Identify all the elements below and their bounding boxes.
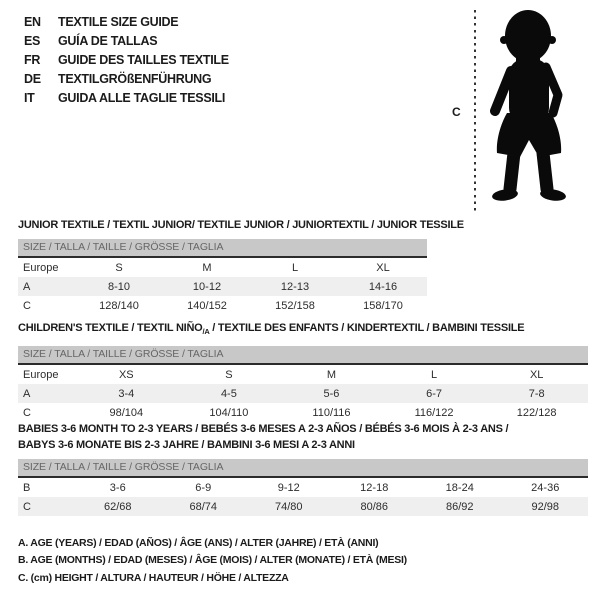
row-label: C bbox=[23, 500, 31, 513]
size-header-bar: SIZE / TALLA / TAILLE / GRÖSSE / TAGLIA bbox=[18, 459, 588, 478]
cell: 8-10 bbox=[107, 280, 131, 293]
cell: 110/116 bbox=[312, 406, 351, 419]
footnote-legend bbox=[18, 537, 407, 589]
cell: 140/152 bbox=[187, 299, 227, 312]
row-label: C bbox=[23, 299, 31, 312]
cell: XS bbox=[118, 368, 134, 381]
row-label: A bbox=[23, 280, 31, 293]
footnote-age-years: A. AGE (YEARS) / EDAD (AÑOS) / ÂGE (ANS) / ALTER (JAHRE) / ETÀ (ANNI) bbox=[18, 537, 379, 549]
cell: 10-12 bbox=[192, 280, 222, 293]
cell: 158/170 bbox=[363, 299, 403, 312]
cell: 92/98 bbox=[531, 500, 560, 513]
babies-size-table bbox=[18, 459, 588, 516]
section-title-text: CHILDREN'S TEXTILE / TEXTIL NIÑO bbox=[18, 322, 203, 334]
language-title: GUIDA ALLE TAGLIE TESSILI bbox=[58, 90, 226, 105]
junior-size-table bbox=[18, 239, 427, 315]
language-row bbox=[24, 50, 229, 69]
size-header-bar: SIZE / TALLA / TAILLE / GRÖSSE / TAGLIA bbox=[18, 346, 588, 365]
language-code: EN bbox=[24, 14, 41, 29]
cell: XL bbox=[376, 261, 390, 274]
cell: 7-8 bbox=[528, 387, 545, 400]
language-code: ES bbox=[24, 33, 41, 48]
cell: 74/80 bbox=[274, 500, 303, 513]
row-label: A bbox=[23, 387, 31, 400]
cell: 24-36 bbox=[531, 481, 560, 494]
cell: L bbox=[291, 261, 299, 274]
section-title-subscript: /A bbox=[202, 327, 210, 337]
footnote-height: C. (cm) HEIGHT / ALTURA / HAUTEUR / HÖHE / ALTEZZA bbox=[18, 571, 289, 584]
cell: 9-12 bbox=[277, 481, 300, 494]
cell: 6-7 bbox=[426, 387, 443, 400]
language-code: DE bbox=[24, 71, 41, 86]
baby-silhouette bbox=[483, 8, 573, 210]
table-row bbox=[18, 497, 588, 516]
language-header bbox=[24, 12, 229, 107]
section-title-text: / TEXTILE DES ENFANTS / KINDERTEXTIL / BAMBINI TESSILE bbox=[209, 322, 525, 334]
cell: 68/74 bbox=[189, 500, 218, 513]
cell: 14-16 bbox=[368, 280, 398, 293]
cell: 18-24 bbox=[445, 481, 474, 494]
cell: L bbox=[431, 368, 438, 381]
cell: XL bbox=[529, 368, 544, 381]
table-row bbox=[18, 277, 427, 296]
section-title-children bbox=[18, 320, 524, 340]
section-title-babies bbox=[18, 421, 508, 453]
language-row bbox=[24, 69, 229, 88]
language-code: FR bbox=[24, 52, 41, 67]
cell: 3-6 bbox=[109, 481, 126, 494]
table-row bbox=[18, 478, 588, 497]
cell: 12-13 bbox=[280, 280, 310, 293]
size-header-bar: SIZE / TALLA / TAILLE / GRÖSSE / TAGLIA bbox=[18, 239, 427, 258]
language-row bbox=[24, 88, 229, 107]
children-size-table bbox=[18, 346, 588, 422]
cell: 98/104 bbox=[109, 406, 144, 419]
cell: 104/110 bbox=[209, 406, 249, 419]
language-title: TEXTILE SIZE GUIDE bbox=[58, 14, 179, 29]
cell: 80/86 bbox=[360, 500, 389, 513]
section-title-line: BABYS 3-6 MONATE BIS 2-3 JAHRE / BAMBINI 3-6 MESI A 2-3 ANNI bbox=[18, 439, 355, 451]
cell: 116/122 bbox=[414, 406, 454, 419]
cell: 12-18 bbox=[360, 481, 389, 494]
cell: 5-6 bbox=[323, 387, 340, 400]
table-row bbox=[18, 296, 427, 315]
cell: 4-5 bbox=[220, 387, 237, 400]
table-row bbox=[18, 384, 588, 403]
section-title-line: BABIES 3-6 MONTH TO 2-3 YEARS / BEBÉS 3-6 MESES A 2-3 AÑOS / BÉBÉS 3-6 MOIS À 2-3 ANS / bbox=[18, 423, 509, 435]
cell: S bbox=[115, 261, 123, 274]
row-label: C bbox=[23, 406, 31, 419]
height-measure-figure bbox=[440, 5, 600, 217]
height-measure-label: C bbox=[452, 105, 461, 119]
height-dashed-line bbox=[474, 10, 476, 213]
cell: 3-4 bbox=[118, 387, 135, 400]
cell: 6-9 bbox=[195, 481, 212, 494]
language-title: TEXTILGRÖßENFÜHRUNG bbox=[58, 71, 212, 86]
cell: M bbox=[202, 261, 212, 274]
table-row bbox=[18, 258, 427, 277]
language-title: GUIDE DES TAILLES TEXTILE bbox=[58, 52, 229, 67]
cell: 152/158 bbox=[275, 299, 315, 312]
language-title: GUÍA DE TALLAS bbox=[58, 33, 158, 48]
cell: 128/140 bbox=[99, 299, 139, 312]
table-row bbox=[18, 403, 588, 422]
table-row bbox=[18, 365, 588, 384]
section-title-junior: JUNIOR TEXTILE / TEXTIL JUNIOR/ TEXTILE JUNIOR / JUNIORTEXTIL / JUNIOR TESSILE bbox=[18, 219, 464, 231]
cell: 86/92 bbox=[445, 500, 474, 513]
cell: S bbox=[225, 368, 233, 381]
row-label: Europe bbox=[23, 368, 59, 381]
cell: 122/128 bbox=[516, 406, 557, 419]
footnote-age-months: B. AGE (MONTHS) / EDAD (MESES) / ÂGE (MOIS) / ALTER (MONATE) / ETÀ (MESI) bbox=[18, 554, 407, 567]
language-row bbox=[24, 31, 229, 50]
language-row bbox=[24, 12, 229, 31]
row-label: Europe bbox=[23, 261, 59, 274]
cell: M bbox=[326, 368, 337, 381]
language-code: IT bbox=[24, 90, 35, 105]
row-label: B bbox=[23, 481, 31, 494]
cell: 62/68 bbox=[103, 500, 132, 513]
